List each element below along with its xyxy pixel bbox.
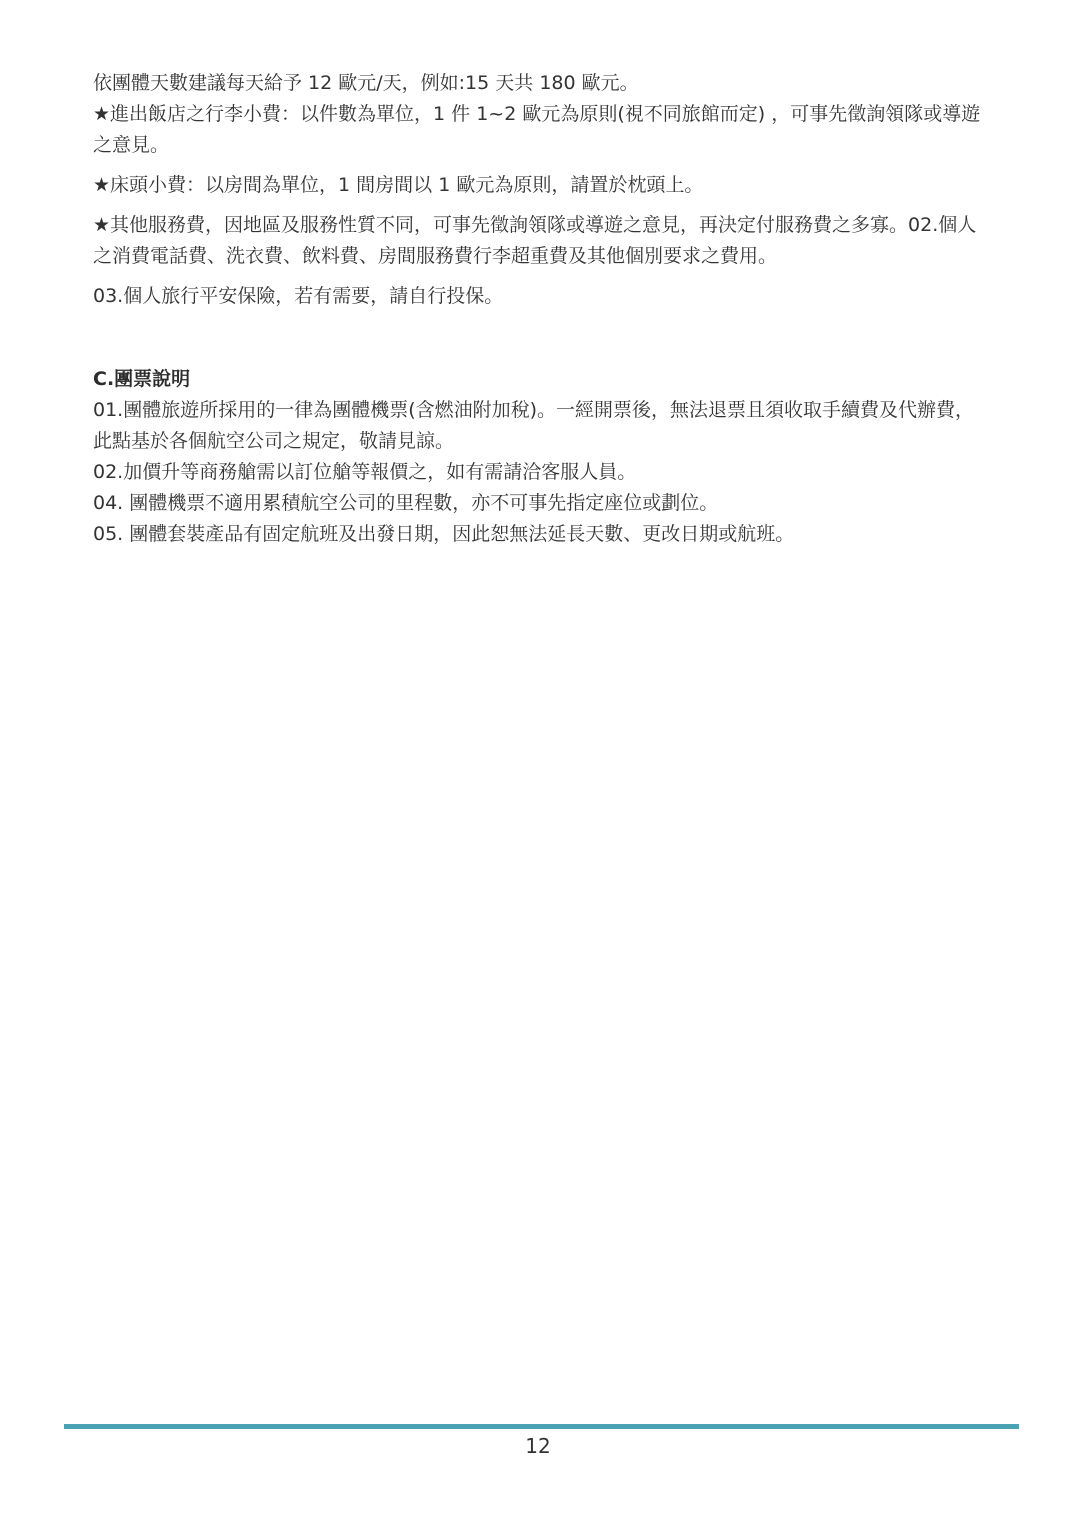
ticket-section xyxy=(93,364,993,550)
other-service-paragraph: ★其他服務費，因地區及服務性質不同，可事先徵詢領隊或導遊之意見，再決定付服務費之多寡。02.個人之消費電話費、洗衣費、飲料費、房間服務費行李超重費及其他個別要求之費用。 xyxy=(93,214,977,267)
page-content xyxy=(93,68,993,550)
page-number: 12 xyxy=(525,1434,551,1458)
porter-tip-paragraph: ★進出飯店之行李小費：以件數為單位，1 件 1~2 歐元為原則(視不同旅館而定) ，可事先徵詢領隊或導遊之意見。 xyxy=(93,103,981,156)
insurance-paragraph: 03.個人旅行平安保險，若有需要，請自行投保。 xyxy=(93,285,504,307)
list-item: 04. 團體機票不適用累積航空公司的里程數，亦不可事先指定座位或劃位。 xyxy=(93,492,719,514)
list-item: 02.加價升等商務艙需以訂位艙等報價之，如有需請洽客服人員。 xyxy=(93,461,637,483)
daily-tip-line: 依團體天數建議每天給予 12 歐元/天，例如:15 天共 180 歐元。 xyxy=(93,72,639,94)
bedside-tip-paragraph: ★床頭小費：以房間為單位，1 間房間以 1 歐元為原則，請置於枕頭上。 xyxy=(93,174,704,196)
list-item: 05. 團體套裝產品有固定航班及出發日期，因此恕無法延長天數、更改日期或航班。 xyxy=(93,523,795,545)
section-title: C.團票說明 xyxy=(93,368,191,390)
footer-divider xyxy=(64,1424,1019,1429)
list-item: 01.團體旅遊所採用的一律為團體機票(含燃油附加稅)。一經開票後，無法退票且須收取手續費及代辦費，此點基於各個航空公司之規定，敬請見諒。 xyxy=(93,399,975,452)
